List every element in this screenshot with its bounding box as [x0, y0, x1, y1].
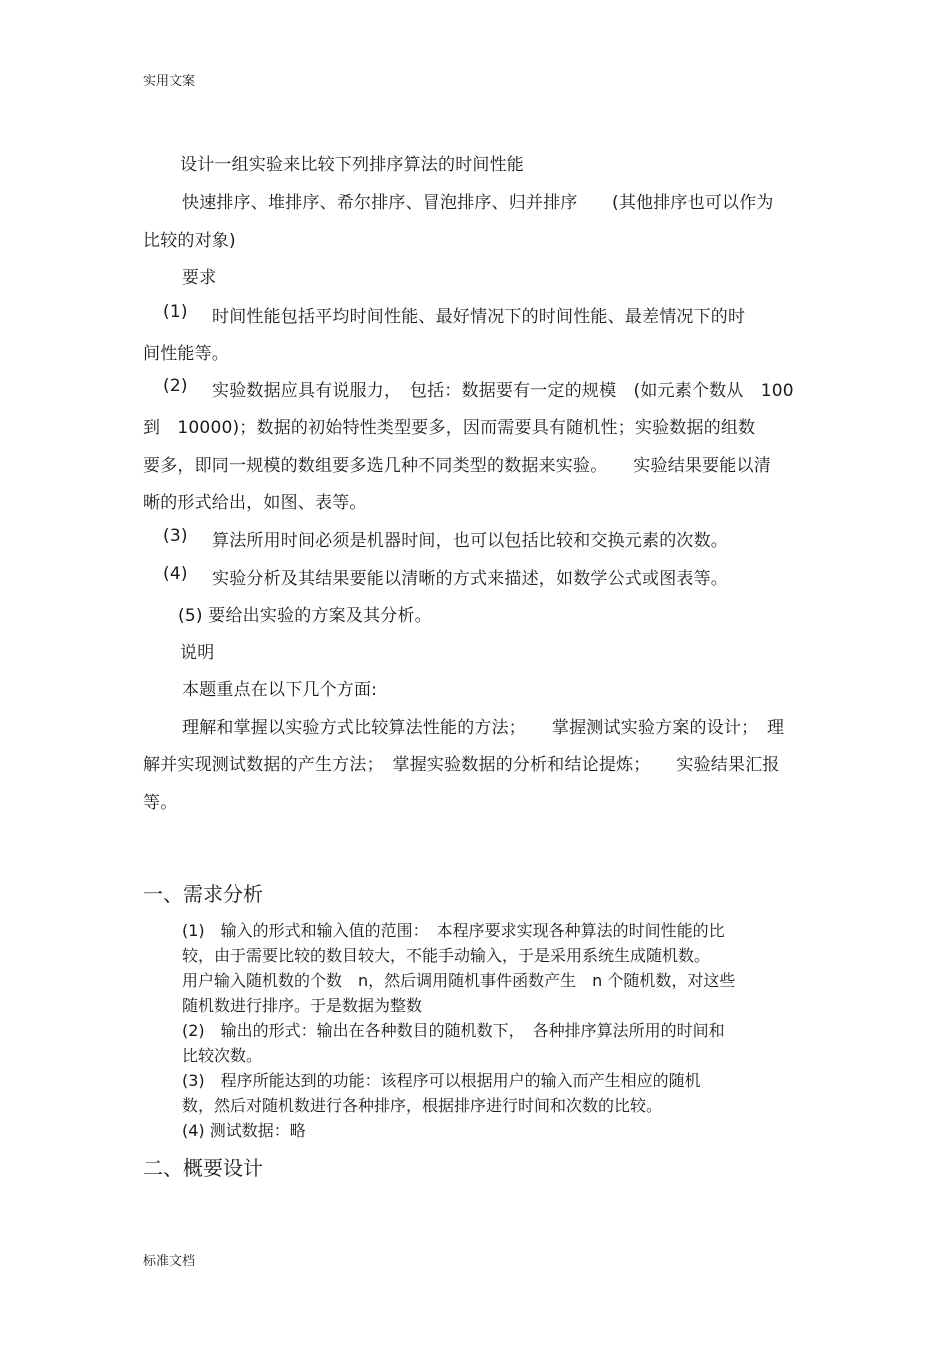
req-3-number: (3) [163, 526, 188, 546]
page-footer: 标准文档 [143, 1254, 196, 1269]
req-2-line-2: 到 10000)；数据的初始特性类型要多，因而需要具有随机性；实验数据的组数 [143, 418, 756, 438]
intro-line-1: 快速排序、堆排序、希尔排序、冒泡排序、归并排序 (其他排序也可以作为 [182, 193, 774, 213]
s1-item-1-line-3: 用户输入随机数的个数 n，然后调用随机事件函数产生 n 个随机数，对这些 [182, 971, 736, 990]
notes-para-line-2: 解并实现测试数据的产生方法； 掌握实验数据的分析和结论提炼； 实验结果汇报 [143, 755, 780, 775]
req-1-line-2: 间性能等。 [143, 344, 229, 364]
req-2-number: (2) [163, 376, 188, 396]
req-3-text: 算法所用时间必须是机器时间，也可以包括比较和交换元素的次数。 [212, 531, 728, 551]
notes-para-line-1: 理解和掌握以实验方式比较算法性能的方法； 掌握测试实验方案的设计； 理 [182, 718, 785, 738]
s1-item-2-line-1: (2) 输出的形式：输出在各种数目的随机数下， 各种排序算法所用的时间和 [182, 1021, 725, 1040]
req-4-text: 实验分析及其结果要能以清晰的方式来描述，如数学公式或图表等。 [212, 569, 728, 589]
s1-item-3-line-2: 数，然后对随机数进行各种排序，根据排序进行时间和次数的比较。 [182, 1096, 663, 1115]
doc-title: 设计一组实验来比较下列排序算法的时间性能 [180, 155, 524, 175]
notes-para-line-3: 等。 [143, 793, 178, 813]
req-2-line-4: 晰的形式给出，如图、表等。 [143, 493, 367, 513]
section-1-heading: 一、需求分析 [143, 882, 263, 906]
req-2-line-1: 实验数据应具有说服力， 包括：数据要有一定的规模 (如元素个数从 100 [212, 381, 794, 401]
s1-item-1-line-4: 随机数进行排序。于是数据为整数 [182, 996, 423, 1015]
s1-item-3-line-1: (3) 程序所能达到的功能：该程序可以根据用户的输入而产生相应的随机 [182, 1071, 701, 1090]
s1-item-1-line-2: 较，由于需要比较的数目较大，不能手动输入，于是采用系统生成随机数。 [182, 946, 711, 965]
s1-item-4: (4) 测试数据：略 [182, 1121, 306, 1140]
notes-heading: 说明 [180, 643, 215, 663]
req-2-line-3: 要多，即同一规模的数组要多选几种不同类型的数据来实验。 实验结果要能以清 [143, 456, 771, 476]
section-2-heading: 二、概要设计 [143, 1156, 263, 1180]
req-5-text: (5) 要给出实验的方案及其分析。 [178, 606, 432, 626]
s1-item-1-line-1: (1) 输入的形式和输入值的范围： 本程序要求实现各种算法的时间性能的比 [182, 921, 725, 940]
req-1-line-1: 时间性能包括平均时间性能、最好情况下的时间性能、最差情况下的时 [212, 307, 746, 327]
req-1-number: (1) [163, 302, 188, 322]
req-4-number: (4) [163, 564, 188, 584]
intro-line-2: 比较的对象) [143, 231, 236, 251]
requirements-heading: 要求 [182, 268, 217, 288]
notes-line-1: 本题重点在以下几个方面: [182, 680, 378, 700]
page-header: 实用文案 [143, 74, 196, 89]
s1-item-2-line-2: 比较次数。 [182, 1046, 263, 1065]
